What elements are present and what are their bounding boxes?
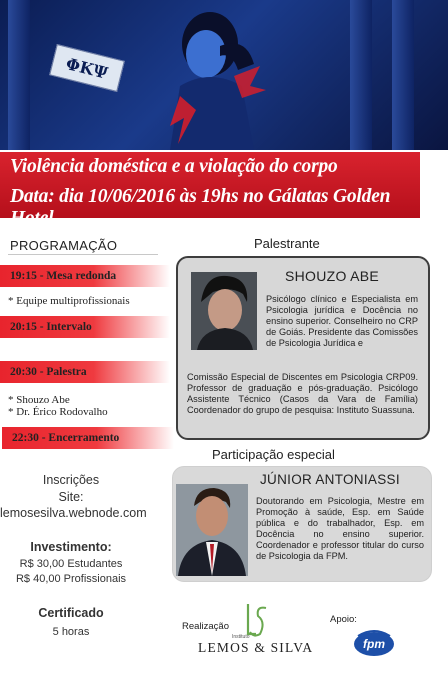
schedule-item-mesa-redonda: 19:15 - Mesa redonda xyxy=(0,265,170,287)
site-url-link[interactable]: lemosesilva.webnode.com xyxy=(0,506,147,520)
event-title: Violência doméstica e a violação do corpo xyxy=(10,156,338,177)
palestrante-title: Palestrante xyxy=(254,236,320,251)
participacao-name: JÚNIOR ANTONIASSI xyxy=(260,472,400,487)
schedule-item-encerramento: 22:30 - Encerramento xyxy=(2,427,174,449)
lemos-silva-logo-instituto: Instituto xyxy=(232,634,250,640)
palestrante-bio-short: Psicólogo clínico e Especialista em Psicologia jurídica e Docência no ensino superior. Conselheiro no CRP de Goiás. Presidente das Comissões de Psicologia Jurídica e xyxy=(266,294,418,348)
schedule-note: * Shouzo Abe xyxy=(8,394,70,406)
investimento-title: Investimento: xyxy=(30,540,112,554)
programacao-divider xyxy=(8,254,158,255)
hero-pillar-right-2 xyxy=(392,0,414,150)
sponsor-name: fpm xyxy=(363,637,385,651)
hero-pillar-left xyxy=(8,0,30,150)
realizacao-label: Realização xyxy=(182,621,229,632)
apoio-label: Apoio: xyxy=(330,614,357,625)
price-profissionais: R$ 40,00 Profissionais xyxy=(15,573,127,585)
fraternity-sign: ΦΚΨ xyxy=(49,44,125,92)
event-date: Data: dia 10/06/2016 às 19hs no Gálatas Golden Hotel xyxy=(10,186,391,229)
schedule-item-intervalo: 20:15 - Intervalo xyxy=(0,316,170,338)
certificado-hours: 5 horas xyxy=(52,626,90,638)
palestrante-bio-long: Comissão Especial de Discentes em Psicologia CRP09. Professor de graduação e pós-graduação. Psicólogo Assistente Técnico (Casos da Vara de Família) Coordenador do grupo de pesquisa: Instituto Suassuna. xyxy=(187,372,418,415)
woman-figure-illustration xyxy=(150,6,270,150)
price-estudantes: R$ 30,00 Estudantes xyxy=(19,558,123,570)
palestrante-name: SHOUZO ABE xyxy=(285,268,380,284)
schedule-item-palestra: 20:30 - Palestra xyxy=(0,361,170,383)
certificado-title: Certificado xyxy=(38,606,104,620)
lemos-silva-brand: LEMOS & SILVA xyxy=(198,640,314,655)
participacao-bio: Doutorando em Psicologia, Mestre em Promoção à saúde, Esp. em Saúde pública e do trabalhador, Esp. em Docência no ensino superior. Coordenador e professor titular do curso de Psicologia da FPM. xyxy=(256,496,424,561)
person-portrait-icon xyxy=(191,272,257,350)
shouzo-abe-photo xyxy=(191,272,257,350)
title-banner xyxy=(0,150,420,229)
schedule-note: * Dr. Érico Rodovalho xyxy=(8,406,108,418)
site-label: Site: xyxy=(58,490,84,504)
hero-pillar-right xyxy=(350,0,372,150)
programacao-title: PROGRAMAÇÃO xyxy=(10,238,118,253)
junior-antoniassi-photo xyxy=(176,484,248,576)
hero-image xyxy=(0,0,448,150)
schedule-note: * Equipe multiprofissionais xyxy=(8,295,130,307)
inscricoes-label: Inscrições xyxy=(42,473,100,487)
participacao-title: Participação especial xyxy=(212,447,335,462)
person-portrait-icon xyxy=(176,484,248,576)
fpm-logo-icon xyxy=(352,626,396,658)
